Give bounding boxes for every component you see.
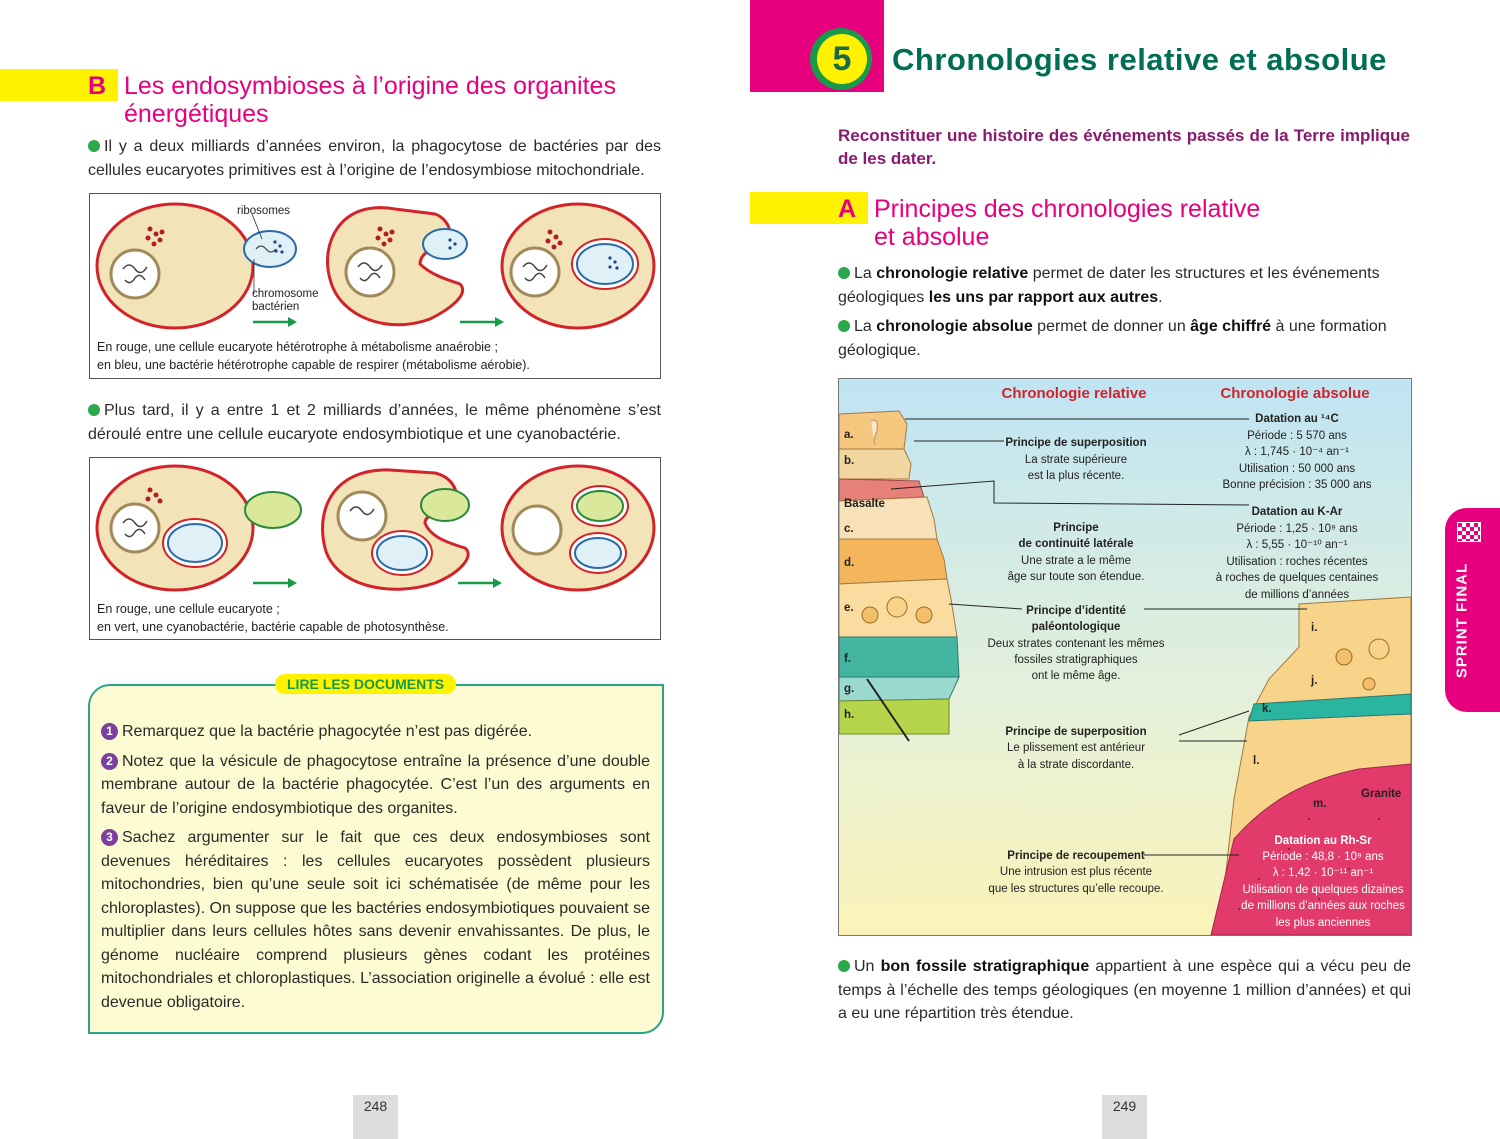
paragraph-cyanobacterie: Plus tard, il y a entre 1 et 2 milliards d’années, le même phénomène s’est déroulé entre une cellule eucaryote endosymbiotique et une cyanobactérie. [88, 402, 661, 443]
bullet-icon [88, 404, 100, 416]
svg-text:Deux strates contenant les mêm: Deux strates contenant les mêmes [987, 638, 1165, 650]
strata-label: f. [844, 653, 852, 665]
page-number-left: 248 [353, 1095, 398, 1139]
figure-endosymbiose-chloroplastique [89, 457, 661, 640]
list-item: 3 Sachez argumenter sur le fait que ces deux endosymbioses sont devenues héréditaires : les cellules eucaryotes possèdent plusieurs mitochondries, bien qu’une seule soit ici schématisée (de même pour les chloroplastes). On suppose que les bactéries endosymbiotiques pouvaient se multiplier dans leurs cellules hôtes sans devenir envahissantes. De plus, le génome nucléaire comprend plusieurs gènes codant les protéines mitochondriales et chloroplastiques. L’association originelle a évolué : elle est devenue obligatoire. [101, 829, 650, 1011]
svg-text:Une intrusion est plus récente: Une intrusion est plus récente [999, 866, 1153, 878]
p2-title: Principe [1053, 522, 1099, 534]
arrow-icon [493, 578, 502, 588]
d3-title: Datation au Rh-Sr [1274, 835, 1372, 847]
strata-label: a. [844, 429, 854, 441]
svg-text:âge sur toute son étendue.: âge sur toute son étendue. [1007, 571, 1145, 583]
strata-label: d. [844, 557, 855, 569]
bullet-icon [838, 960, 850, 972]
svg-text:ont le même âge.: ont le même âge. [1031, 670, 1121, 682]
svg-text:Période : 48,8 · 10⁹ ans: Période : 48,8 · 10⁹ ans [1262, 851, 1384, 863]
strata-label: k. [1262, 703, 1272, 715]
strata-label: h. [844, 709, 855, 721]
p1-title: Principe de superposition [1005, 437, 1147, 449]
svg-text:de continuité latérale: de continuité latérale [1018, 538, 1134, 550]
endosymbiosis-diagram-1 [90, 194, 660, 334]
lire-les-documents-list [101, 720, 650, 1014]
arrow-icon [495, 317, 504, 327]
p5-title: Principe de recoupement [1007, 850, 1145, 862]
strata-label: m. [1313, 798, 1327, 810]
strata-label: Basalte [844, 498, 885, 510]
d2-title: Datation au K-Ar [1251, 506, 1343, 518]
figure2-caption: En rouge, une cellule eucaryote ; en vert, une cyanobactérie, bactérie capable de photosynthèse. [97, 602, 449, 634]
chapter-title: Chronologies relative et absolue [892, 42, 1387, 77]
svg-text:Utilisation : 50 000 ans: Utilisation : 50 000 ans [1238, 463, 1356, 475]
svg-text:Période : 5 570 ans: Période : 5 570 ans [1247, 430, 1347, 442]
strata-label: i. [1311, 622, 1318, 634]
svg-text:est la plus récente.: est la plus récente. [1027, 470, 1125, 482]
figure1-caption: En rouge, une cellule eucaryote hétérotrophe à métabolisme anaérobie ; en bleu, une bactérie hétérotrophe capable de respirer (métabolisme aérobie). [97, 340, 530, 372]
svg-text:λ : 1,42 · 10⁻¹¹ an⁻¹: λ : 1,42 · 10⁻¹¹ an⁻¹ [1272, 867, 1374, 879]
strata-label: c. [844, 523, 854, 535]
bullet-bon-fossile: Un bon fossile stratigraphique appartient à une espèce qui a vécu peu de temps à l’échelle des temps géologiques (en moyenne 1 million d’années) et qui a eu une répartition très étendue. [838, 958, 1412, 1022]
section-b-title: Les endosymbioses à l’origine des organites énergétiques [124, 72, 616, 128]
svg-text:paléontologique: paléontologique [1031, 621, 1121, 633]
svg-text:λ : 5,55 · 10⁻¹⁰ an⁻¹: λ : 5,55 · 10⁻¹⁰ an⁻¹ [1246, 539, 1348, 551]
bullet-chronologie-absolue: La chronologie absolue permet de donner un âge chiffré à une formation géologique. [838, 318, 1387, 359]
heading-absolue: Chronologie absolue [1220, 385, 1370, 402]
page-number-right: 249 [1102, 1095, 1147, 1139]
lire-les-documents-title: LIRE LES DOCUMENTS [275, 674, 456, 694]
svg-text:Utilisation de quelques dizain: Utilisation de quelques dizaines [1242, 884, 1404, 896]
chapter-intro: Reconstituer une histoire des événements passés de la Terre implique de les dater. [838, 126, 1410, 168]
bullet-icon [88, 140, 100, 152]
sprint-final-label: SPRINT FINAL [1453, 562, 1471, 679]
label-chromosome: chromosome [252, 288, 319, 300]
endosymbiosis-diagram-2 [90, 458, 660, 598]
list-item: 2 Notez que la vésicule de phagocytose entraîne la présence d’une double membrane autour de la bactérie phagocytée. C’est l’un des arguments en faveur de l’origine endosymbiotique des organites. [101, 752, 650, 817]
svg-text:fossiles stratigraphiques: fossiles stratigraphiques [1014, 654, 1138, 666]
p3-title: Principe d’identité [1026, 605, 1126, 617]
section-a-title: Principes des chronologies relative et absolue [874, 195, 1261, 251]
strata-label: Granite [1361, 788, 1402, 800]
figure-endosymbiose-mitochondriale [89, 193, 661, 379]
svg-text:à roches de quelques centaines: à roches de quelques centaines [1215, 572, 1379, 584]
svg-text:Le plissement est antérieur: Le plissement est antérieur [1006, 742, 1146, 754]
svg-text:Bonne précision : 35 000 ans: Bonne précision : 35 000 ans [1222, 479, 1372, 491]
bullet-chronologie-relative: La chronologie relative permet de dater les structures et les événements géologiques les uns par rapport aux autres. [838, 265, 1380, 306]
label-bacterien: bactérien [252, 301, 300, 313]
bullet-icon [838, 267, 850, 279]
flag-icon [1457, 522, 1481, 542]
section-a-letter: A [838, 195, 857, 223]
section-b-letter: B [88, 72, 107, 100]
svg-text:que les structures qu’elle rec: que les structures qu’elle recoupe. [988, 883, 1164, 895]
strata-label: b. [844, 455, 855, 467]
chapter-number: 5 [817, 34, 867, 84]
svg-text:La strate supérieure: La strate supérieure [1024, 454, 1128, 466]
arrow-icon [288, 317, 297, 327]
p4-title: Principe de superposition [1005, 726, 1147, 738]
svg-text:de millions d’années aux roche: de millions d’années aux roches [1241, 900, 1405, 912]
label-ribosomes: ribosomes [237, 205, 291, 217]
heading-relative: Chronologie relative [1001, 385, 1147, 402]
list-item: 1 Remarquez que la bactérie phagocytée n’est pas digérée. [101, 720, 650, 744]
paragraph-mitochondrie: Il y a deux milliards d’années environ, la phagocytose de bactéries par des cellules eucaryotes primitives est à l’origine de l’endosymbiose mitochondriale. [88, 138, 661, 179]
svg-text:λ : 1,745 · 10⁻⁴ an⁻¹: λ : 1,745 · 10⁻⁴ an⁻¹ [1244, 446, 1350, 458]
geology-diagram [838, 378, 1412, 936]
svg-text:à la strate discordante.: à la strate discordante. [1017, 759, 1135, 771]
svg-text:Période : 1,25 · 10⁹ ans: Période : 1,25 · 10⁹ ans [1236, 523, 1358, 535]
svg-text:Une strate a le même: Une strate a le même [1021, 555, 1131, 567]
svg-text:de millions d’années: de millions d’années [1244, 589, 1350, 601]
strata-label: g. [844, 683, 855, 695]
svg-text:Utilisation : roches récentes: Utilisation : roches récentes [1226, 556, 1368, 568]
strata-label: j. [1311, 675, 1318, 687]
arrow-icon [288, 578, 297, 588]
svg-text:les plus anciennes: les plus anciennes [1275, 917, 1371, 929]
bullet-icon [838, 320, 850, 332]
geology-cross-section [839, 379, 1411, 935]
strata-label: l. [1253, 755, 1260, 767]
d1-title: Datation au ¹⁴C [1255, 413, 1339, 425]
strata-label: e. [844, 602, 854, 614]
